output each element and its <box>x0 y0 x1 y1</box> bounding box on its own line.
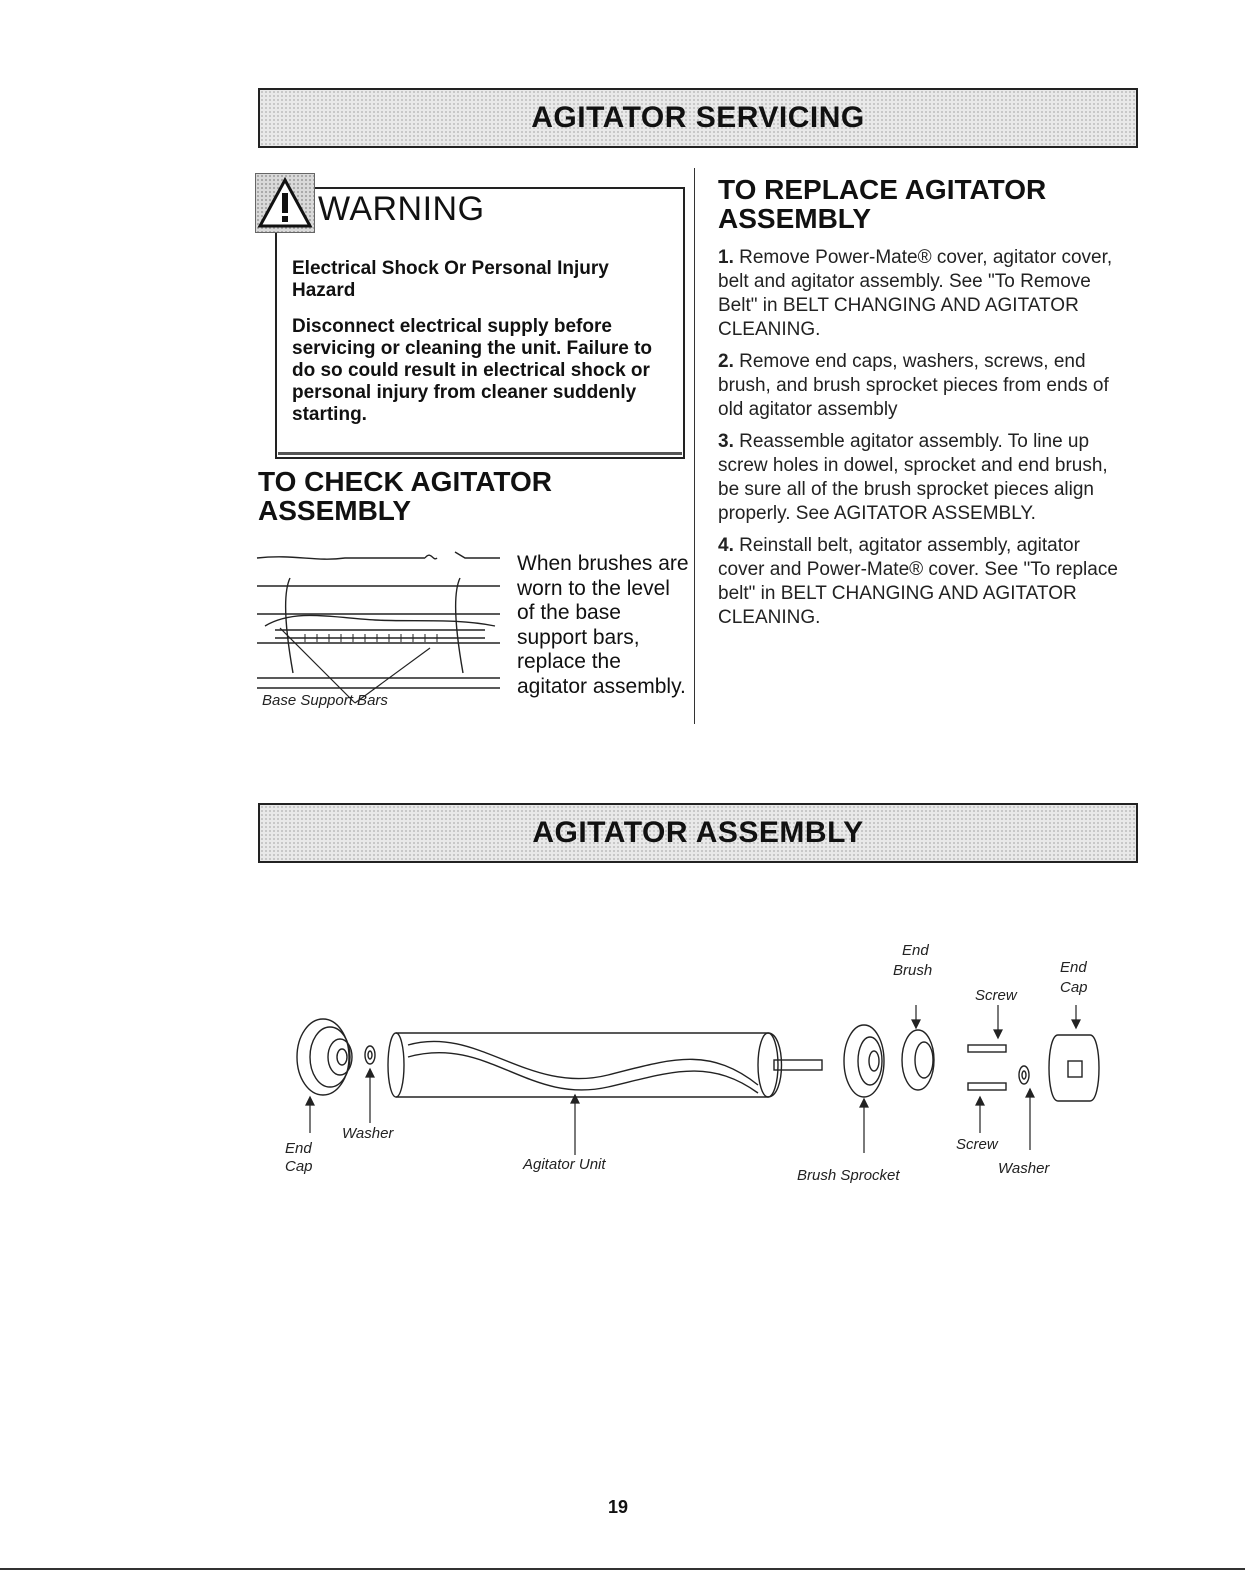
page-bottom-rule <box>0 1568 1245 1570</box>
page-number: 19 <box>608 1497 629 1517</box>
warning-box-underline <box>278 452 682 455</box>
washer-right-label: Washer <box>998 1160 1050 1177</box>
base-support-bars-label: Base Support Bars <box>262 692 388 709</box>
banner-title: AGITATOR SERVICING <box>531 101 865 134</box>
base-support-bars-illustration <box>255 548 505 713</box>
end-brush-label-line2: Brush <box>893 962 933 979</box>
washer-left-label: Washer <box>342 1125 394 1142</box>
end-cap-left-label-line2: Cap <box>285 1158 313 1175</box>
screw-bottom-label: Screw <box>956 1136 998 1153</box>
warning-hazard-text: Electrical Shock Or Personal Injury Hazard <box>292 258 609 301</box>
column-divider <box>694 168 695 724</box>
warning-triangle-icon <box>255 173 315 233</box>
screw-top-label: Screw <box>975 987 1017 1004</box>
agitator-unit-label: Agitator Unit <box>523 1156 606 1173</box>
list-item: 1. Remove Power-Mate® cover, agitator cover, belt and agitator assembly. See "To Remove Belt" in BELT CHANGING AND AGITATOR CLEANING. <box>718 247 1113 340</box>
brush-sprocket-label: Brush Sprocket <box>797 1167 900 1184</box>
end-cap-right-label-line1: End <box>1060 959 1087 976</box>
list-item: 4. Reinstall belt, agitator assembly, agitator cover and Power-Mate® cover. See "To replace belt" in BELT CHANGING AND AGITATOR CLEANING. <box>718 535 1118 628</box>
end-cap-right-label-line2: Cap <box>1060 979 1088 996</box>
list-item: 2. Remove end caps, washers, screws, end brush, and brush sprocket pieces from ends of old agitator assembly <box>718 351 1109 420</box>
end-brush-label-line1: End <box>902 942 929 959</box>
list-item: 3. Reassemble agitator assembly. To line up screw holes in dowel, sprocket and end brush, be sure all of the brush sprocket pieces align properly. See AGITATOR ASSEMBLY. <box>718 431 1108 524</box>
replace-agitator-heading: TO REPLACE AGITATOR ASSEMBLY <box>718 174 1047 234</box>
section-banner-servicing <box>258 88 1138 148</box>
banner-title: AGITATOR ASSEMBLY <box>532 816 864 849</box>
check-agitator-heading: TO CHECK AGITATOR ASSEMBLY <box>258 466 552 526</box>
section-banner-assembly <box>258 803 1138 863</box>
warning-title: WARNING <box>318 190 485 228</box>
replace-steps-list <box>718 246 1128 638</box>
end-cap-left-label-line1: End <box>285 1140 312 1157</box>
agitator-assembly-diagram <box>278 1005 1118 1155</box>
warning-body-text: Disconnect electrical supply before servicing or cleaning the unit. Failure to do so could result in electrical shock or personal injury from cleaner suddenly starting. <box>292 316 653 425</box>
check-agitator-text: When brushes are worn to the level of the base support bars, replace the agitator assembly. <box>517 552 689 698</box>
